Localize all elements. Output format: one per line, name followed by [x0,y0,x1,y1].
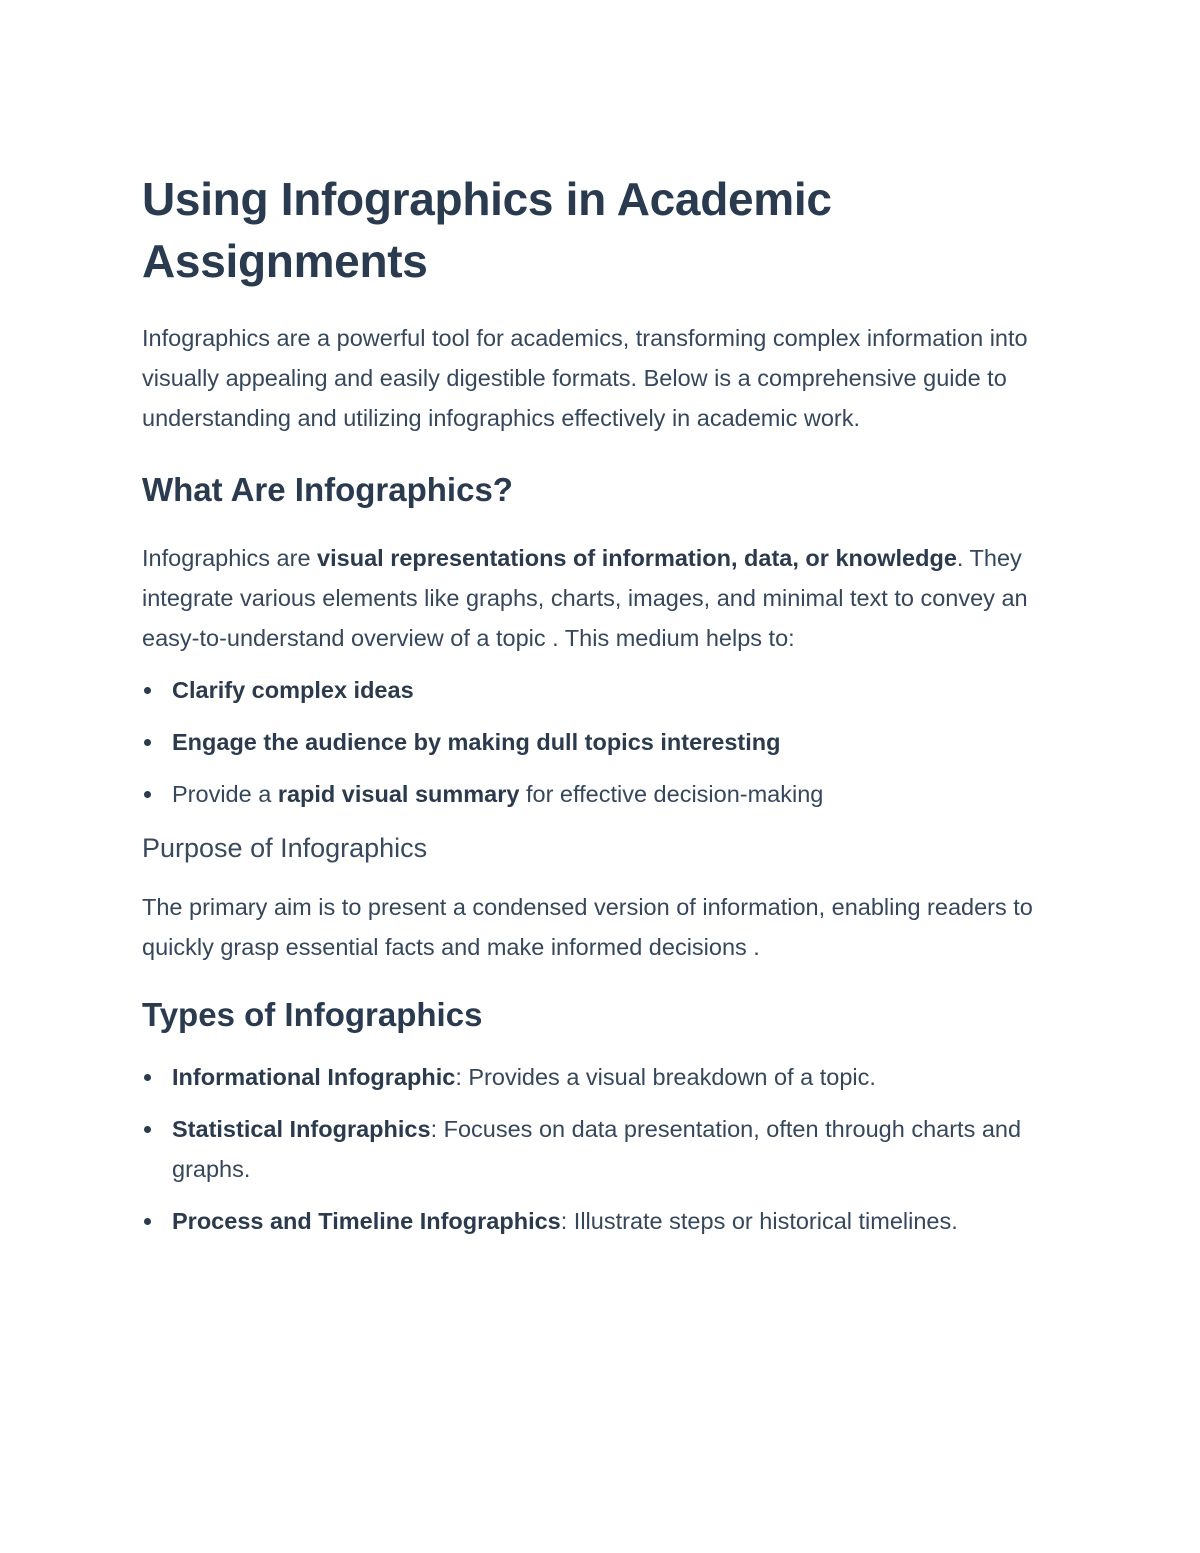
bullet-dot-icon [144,687,151,694]
section1-paragraph-post: . They integrate various elements like graphs, charts, images, and minimal text to convey an easy-to-understand overview of a topic . This medium helps to: [142,545,1028,651]
section-heading-purpose: Purpose of Infographics [142,833,428,863]
bullet-dot-icon [144,739,151,746]
list-item-post: : Provides a visual breakdown of a topic. [455,1064,876,1090]
list-item-post: : Focuses on data presentation, often through charts and graphs. [172,1116,1022,1182]
list-item [142,1201,1060,1241]
section1-paragraph-pre: Infographics are [142,545,318,571]
list-item-bold: Clarify complex ideas [172,677,414,703]
page-title: Using Infographics in Academic Assignments [142,173,832,287]
section3-bullet-list [142,1057,1060,1241]
list-item-bold: Engage the audience by making dull topics interesting [172,729,781,755]
section-heading-types: Types of Infographics [142,996,483,1033]
section-heading-what-are-infographics: What Are Infographics? [142,471,513,508]
list-item [142,722,1060,762]
section1-paragraph [142,538,1060,658]
bullet-dot-icon [144,1074,151,1081]
list-item [142,774,1060,814]
intro-paragraph: Infographics are a powerful tool for academics, transforming complex information into visually appealing and easily digestible formats. Below is a comprehensive guide to understanding and utilizing infographics effectively in academic work. [142,325,1028,431]
list-item-pre: Provide a [172,781,278,807]
list-item [142,1109,1060,1189]
list-item-bold: Process and Timeline Infographics [172,1208,561,1234]
list-item [142,670,1060,710]
bullet-dot-icon [144,1218,151,1225]
list-item-bold: Statistical Infographics [172,1116,431,1142]
section2-paragraph: The primary aim is to present a condensed version of information, enabling readers to quickly grasp essential facts and make informed decisions . [142,894,1033,960]
list-item [142,1057,1060,1097]
section1-bullet-list [142,670,1060,814]
list-item-post: : Illustrate steps or historical timelines. [560,1208,958,1234]
list-item-bold: rapid visual summary [277,781,520,807]
bullet-dot-icon [144,791,151,798]
list-item-post: for effective decision-making [519,781,824,807]
list-item-bold: Informational Infographic [172,1064,456,1090]
bullet-dot-icon [144,1126,151,1133]
section1-paragraph-bold: visual representations of information, data, or knowledge [317,545,957,571]
